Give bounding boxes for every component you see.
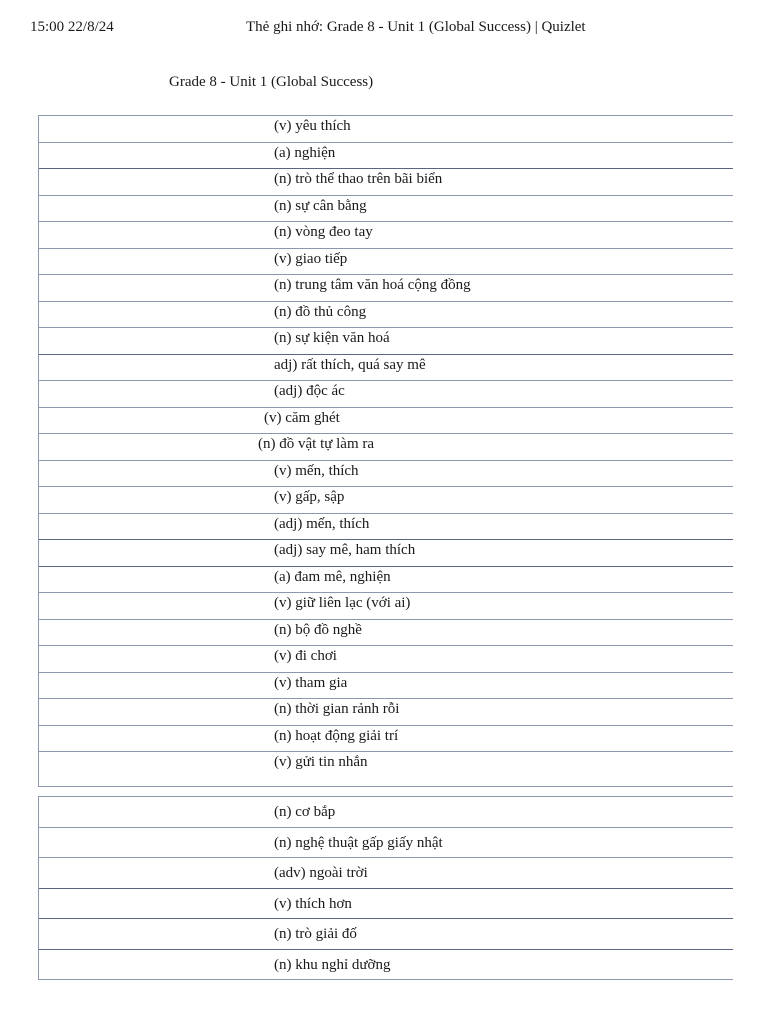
document-heading: Grade 8 - Unit 1 (Global Success) (169, 74, 374, 90)
vocabulary-table-2 (38, 796, 733, 980)
table-row (39, 275, 733, 302)
table-row (39, 540, 733, 567)
definition-text: (n) vòng đeo tay (274, 224, 373, 240)
vocabulary-table-1 (38, 115, 733, 787)
table-row (39, 858, 733, 889)
definition-text: (a) nghiện (274, 144, 336, 161)
definition-text: (v) yêu thích (274, 118, 351, 134)
table-row (39, 116, 733, 143)
table-row (39, 196, 733, 223)
table-row (39, 381, 733, 408)
definition-text: (a) đam mê, nghiện (274, 568, 391, 585)
definition-text: (n) trò giải đố (274, 926, 357, 942)
table-row (39, 620, 733, 647)
definition-text: (v) thích hơn (274, 895, 352, 912)
table-row (39, 752, 733, 787)
table-row (39, 408, 733, 435)
definition-text: (n) trò thể thao trên bãi biển (274, 171, 443, 187)
table-row (39, 461, 733, 488)
definition-text: (v) mến, thích (274, 462, 359, 479)
definition-text: (n) nghệ thuật gấp giấy nhật (274, 834, 443, 851)
table-row (39, 919, 733, 950)
print-datetime: 15:00 22/8/24 (30, 19, 114, 35)
definition-text: (v) tham gia (274, 674, 348, 691)
definition-text: (v) căm ghét (264, 409, 340, 426)
definition-text: (adj) độc ác (274, 383, 345, 399)
definition-text: (n) cơ bắp (274, 804, 336, 820)
table-row (39, 487, 733, 514)
definition-text: (n) khu nghỉ dưỡng (274, 956, 391, 973)
table-row (39, 355, 733, 382)
definition-text: (n) thời gian rảnh rỗi (274, 701, 400, 717)
definition-text: (n) sự kiện văn hoá (274, 330, 390, 346)
table-row (39, 646, 733, 673)
definition-text: (adj) say mê, ham thích (274, 542, 416, 558)
definition-text: (v) giao tiếp (274, 250, 348, 267)
table-row (39, 434, 733, 461)
table-row (39, 328, 733, 355)
definition-text: (n) bộ đồ nghề (274, 621, 362, 638)
definition-text: (n) sự cân bằng (274, 197, 367, 214)
definition-text: (n) đồ thủ công (274, 303, 367, 320)
print-page-title: Thẻ ghi nhớ: Grade 8 - Unit 1 (Global Success) | Quizlet (246, 19, 586, 35)
table-row (39, 950, 733, 981)
definition-text: adj) rất thích, quá say mê (274, 356, 426, 373)
definition-text: (adv) ngoài trời (274, 865, 368, 881)
table-row (39, 889, 733, 920)
table-row (39, 567, 733, 594)
table-row (39, 699, 733, 726)
definition-text: (v) gửi tin nhắn (274, 754, 368, 770)
table-row (39, 169, 733, 196)
table-row (39, 222, 733, 249)
definition-text: (v) gấp, sập (274, 489, 345, 505)
table-row (39, 673, 733, 700)
definition-text: (v) đi chơi (274, 648, 337, 664)
table-row (39, 302, 733, 329)
definition-text: (adj) mến, thích (274, 515, 370, 532)
definition-text: (v) giữ liên lạc (với ai) (274, 595, 411, 611)
table-row (39, 797, 733, 828)
table-row (39, 593, 733, 620)
table-row (39, 249, 733, 276)
table-row (39, 726, 733, 753)
table-row (39, 143, 733, 170)
definition-text: (n) trung tâm văn hoá cộng đồng (274, 277, 471, 293)
table-row (39, 828, 733, 859)
definition-text: (n) hoạt động giải trí (274, 727, 399, 744)
table-row (39, 514, 733, 541)
definition-text: (n) đồ vật tự làm ra (258, 436, 375, 452)
